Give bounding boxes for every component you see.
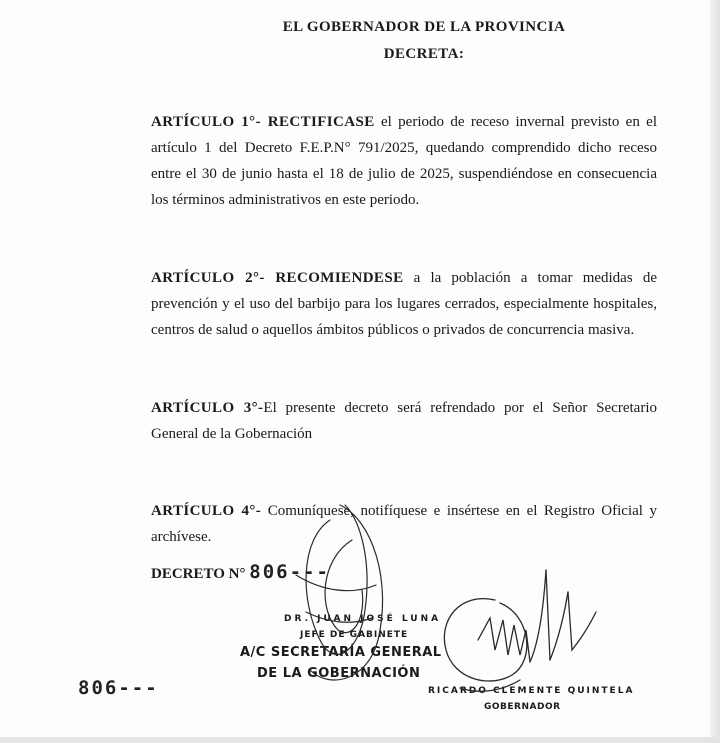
article-2-label: ARTÍCULO 2°- RECOMIENDESE [151, 270, 404, 286]
secretary-name: DR. JUAN JOSÉ LUNA [284, 614, 442, 624]
governor-role: GOBERNADOR [484, 702, 561, 712]
decree-label: DECRETO N° [151, 566, 246, 582]
governor-name: RICARDO CLEMENTE QUINTELA [428, 686, 635, 696]
page-bottom-edge [0, 737, 720, 743]
secretary-charge-line-2: DE LA GOBERNACIÓN [257, 666, 421, 681]
secretary-role: JEFE DE GABINETE [300, 630, 409, 640]
decree-number-stamp: 806--- [249, 561, 330, 583]
article-4 [151, 498, 657, 550]
article-1 [151, 109, 657, 213]
article-2 [151, 265, 657, 343]
page-edge-shadow [710, 0, 720, 743]
decreta-heading: DECRETA: [383, 46, 465, 62]
article-4-text: Comuníquese, notifíquese e insértese en el Registro Oficial y archívese. [151, 503, 657, 545]
bottom-number-stamp: 806--- [78, 677, 159, 699]
article-3-label: ARTÍCULO 3°- [151, 400, 264, 416]
article-3 [151, 395, 657, 447]
governor-signature-icon [444, 570, 596, 691]
decree-number-line [151, 561, 330, 583]
article-3-text: El presente decreto será refrendado por el Señor Secretario General de la Gobernación [151, 400, 657, 442]
article-1-text: el periodo de receso invernal previsto en el artículo 1 del Decreto F.E.P.N° 791/2025, quedando comprendido dicho receso entre el 30 de junio hasta el 18 de julio de 2025, suspendiéndose en consecuencia los términos administrativos en este periodo. [151, 114, 658, 208]
document-title: EL GOBERNADOR DE LA PROVINCIA [282, 19, 566, 35]
article-2-text: a la población a tomar medidas de prevención y el uso del barbijo para los lugares cerrados, especialmente hospitales, centros de salud o aquellos ámbitos públicos o privados de concurrencia masiva. [151, 270, 657, 338]
article-1-label: ARTÍCULO 1°- RECTIFICASE [151, 114, 375, 130]
article-4-label: ARTÍCULO 4°- [151, 503, 262, 519]
secretary-charge-line-1: A/C SECRETARÍA GENERAL [240, 645, 442, 660]
